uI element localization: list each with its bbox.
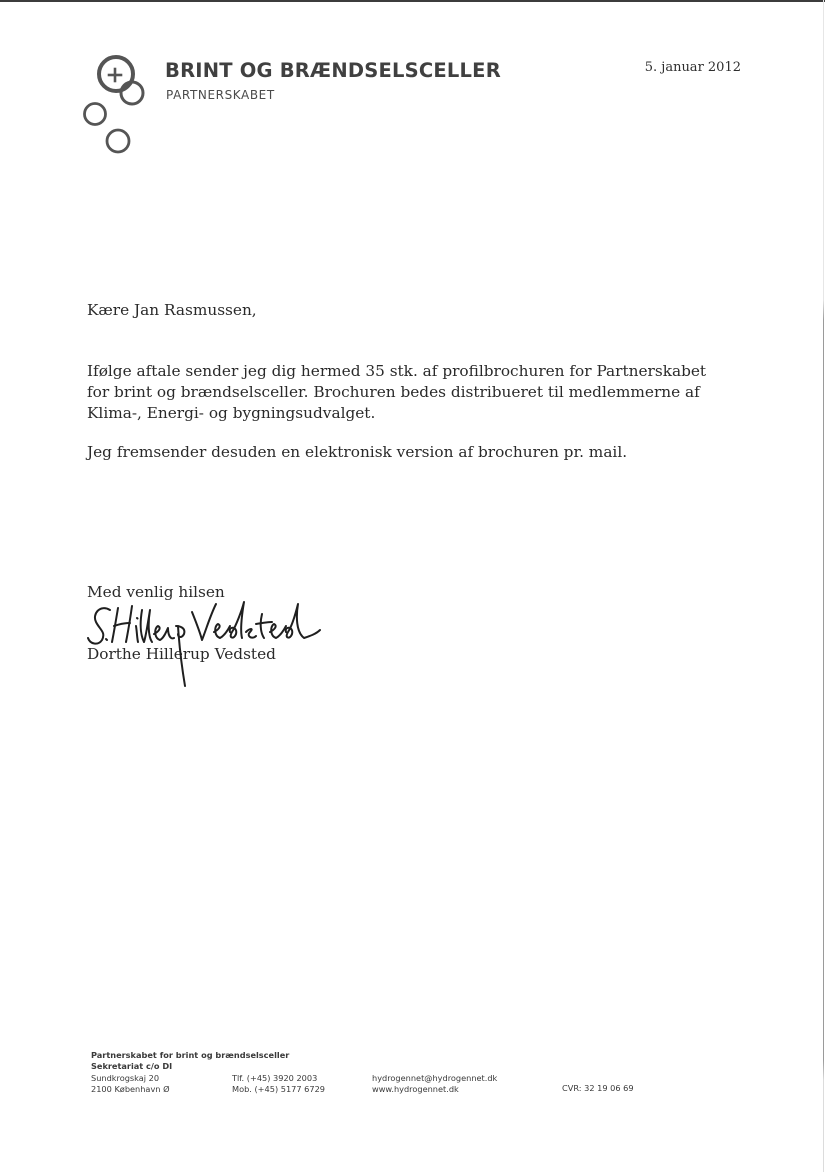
footer-email-link[interactable]: hydrogennet@hydrogennet.dk bbox=[372, 1073, 498, 1083]
body-paragraph: Jeg fremsender desuden en elektronisk version af brochuren pr. mail. bbox=[87, 443, 628, 461]
body-paragraph: Ifølge aftale sender jeg dig hermed 35 stk. af profilbrochuren for Partnerskabet for brint og brændselsceller. Brochuren bedes distribueret til medlemmerne af Klima-, Energi- og bygningsudvalget. bbox=[87, 362, 707, 422]
footer-org-name: Partnerskabet for brint og brændselsceller bbox=[91, 1050, 290, 1060]
footer-cvr bbox=[562, 1083, 634, 1094]
brand-subtitle: PARTNERSKABET bbox=[166, 88, 275, 102]
page-right-edge bbox=[823, 0, 824, 1172]
signer-name: Dorthe Hillerup Vedsted bbox=[87, 645, 276, 663]
footer-address bbox=[91, 1073, 170, 1094]
plus-icon bbox=[109, 69, 121, 81]
salutation: Kære Jan Rasmussen, bbox=[87, 301, 257, 319]
logo-medium-circle bbox=[121, 82, 143, 104]
footer-phone: Tlf. (+45) 3920 2003 bbox=[232, 1073, 318, 1083]
page-top-edge bbox=[0, 0, 825, 2]
hydrogen-circles-logo-icon bbox=[80, 45, 160, 157]
footer-cvr-number: CVR: 32 19 06 69 bbox=[562, 1083, 634, 1093]
footer-street: Sundkrogskaj 20 bbox=[91, 1073, 160, 1083]
footer-contact bbox=[372, 1073, 497, 1094]
letterhead-footer bbox=[91, 1050, 634, 1094]
logo-small-circle-left bbox=[85, 104, 106, 125]
footer-website-link[interactable]: www.hydrogennet.dk bbox=[372, 1083, 459, 1094]
letter-date: 5. januar 2012 bbox=[644, 60, 741, 75]
footer-secretariat: Sekretariat c/o DI bbox=[91, 1060, 173, 1071]
logo-small-circle-bottom bbox=[107, 130, 129, 152]
footer-phones bbox=[232, 1073, 325, 1094]
footer-mobile: Mob. (+45) 5177 6729 bbox=[232, 1083, 326, 1094]
footer-city: 2100 København Ø bbox=[91, 1083, 170, 1094]
closing-line: Med venlig hilsen bbox=[87, 583, 225, 601]
handwritten-signature bbox=[82, 592, 327, 690]
signature-strokes bbox=[88, 602, 320, 686]
brand-title: BRINT OG BRÆNDSELSCELLER bbox=[165, 59, 501, 82]
